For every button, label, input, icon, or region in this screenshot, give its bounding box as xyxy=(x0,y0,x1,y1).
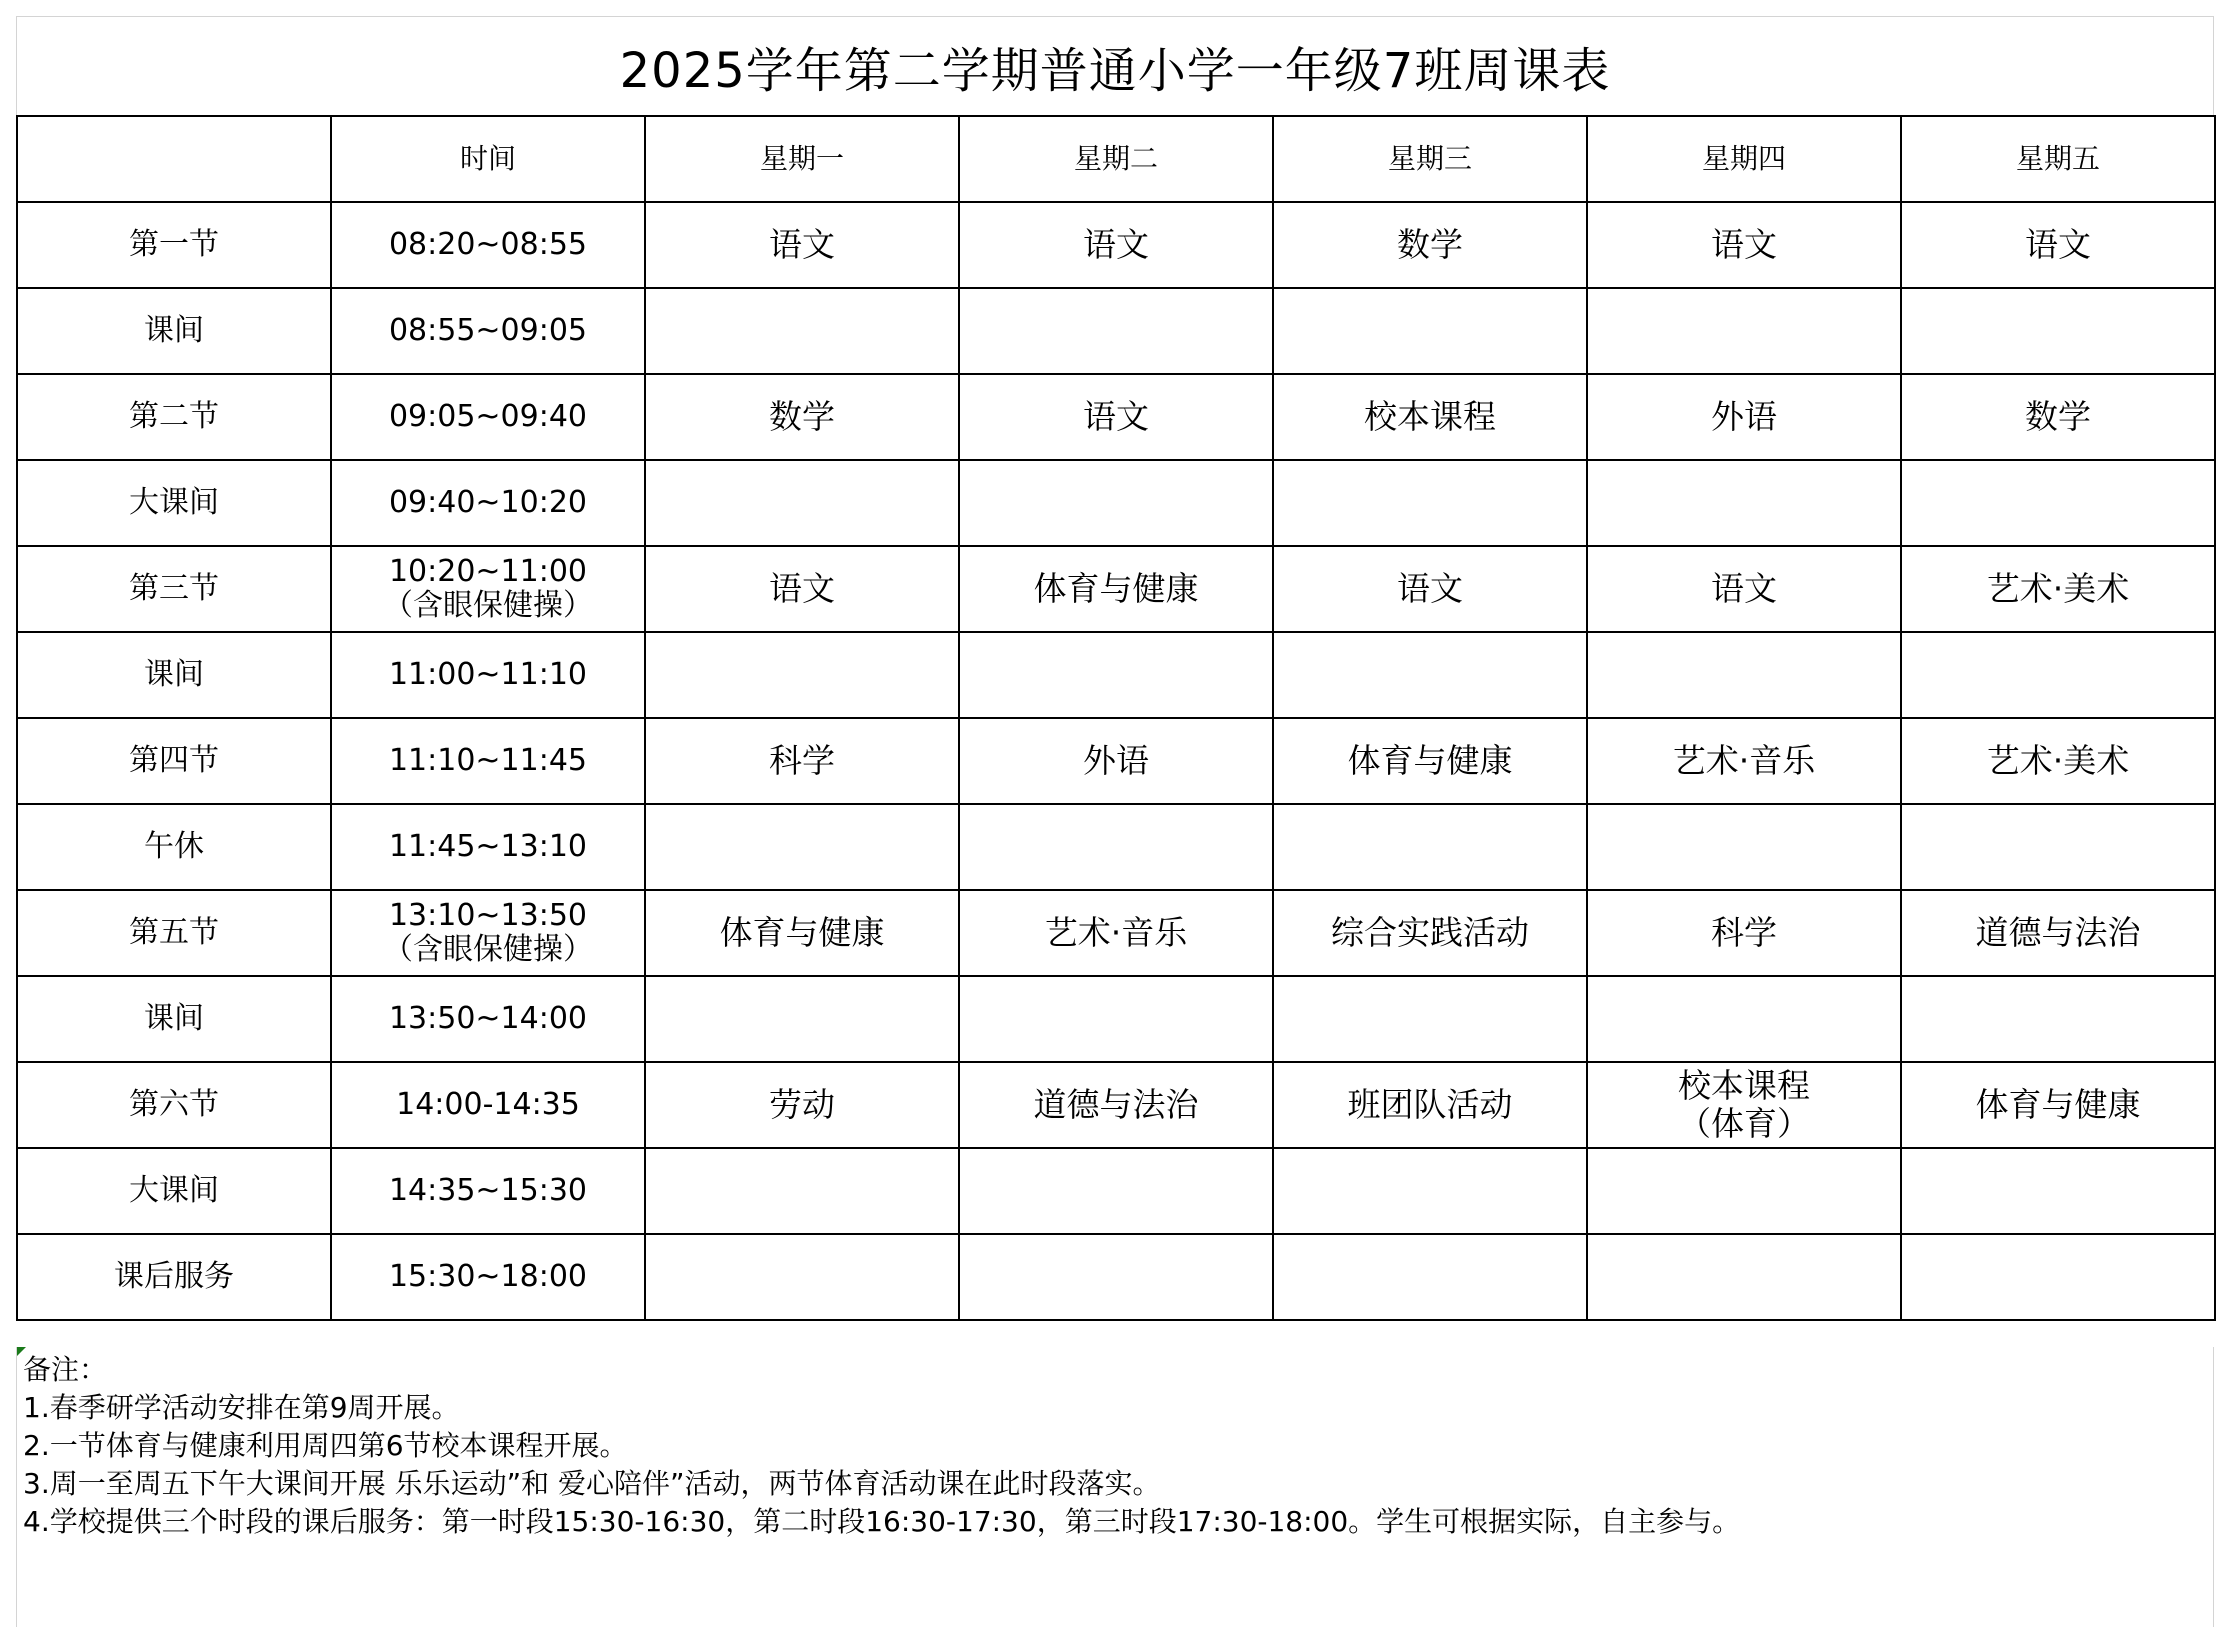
subject-cell-thu[interactable] xyxy=(1587,546,1901,632)
subject-label: 数学 xyxy=(769,397,835,437)
subject-cell-tue[interactable] xyxy=(959,890,1273,976)
period-cell[interactable] xyxy=(17,374,331,460)
subject-label: 体育与健康 xyxy=(719,913,885,953)
time-cell[interactable] xyxy=(331,976,645,1062)
subject-cell-fri[interactable] xyxy=(1901,890,2215,976)
note-item: 3.周一至周五下午大课间开展 乐乐运动”和 爱心陪伴”活动，两节体育活动课在此时段落实。 xyxy=(23,1467,1161,1500)
subject-cell-fri[interactable] xyxy=(1901,460,2215,546)
day-header-wed[interactable]: 星期三 xyxy=(1273,116,1587,202)
period-cell[interactable] xyxy=(17,288,331,374)
time-cell[interactable] xyxy=(331,718,645,804)
subject-cell-fri[interactable] xyxy=(1901,202,2215,288)
period-cell[interactable] xyxy=(17,976,331,1062)
timetable xyxy=(16,115,2216,1321)
time-cell[interactable] xyxy=(331,632,645,718)
subject-cell-thu[interactable] xyxy=(1587,288,1901,374)
day-header-thu[interactable]: 星期四 xyxy=(1587,116,1901,202)
table-row xyxy=(17,202,2215,288)
period-cell[interactable] xyxy=(17,718,331,804)
subject-label: 语文 xyxy=(769,225,835,265)
period-cell[interactable] xyxy=(17,804,331,890)
subject-cell-thu[interactable] xyxy=(1587,202,1901,288)
subject-cell-wed[interactable] xyxy=(1273,718,1587,804)
subject-cell-wed[interactable] xyxy=(1273,202,1587,288)
subject-cell-thu[interactable] xyxy=(1587,632,1901,718)
period-label: 大课间 xyxy=(129,484,219,520)
subject-cell-wed[interactable] xyxy=(1273,976,1587,1062)
period-label: 课间 xyxy=(144,312,204,348)
table-row xyxy=(17,1234,2215,1320)
subject-cell-fri[interactable] xyxy=(1901,718,2215,804)
time-range: 09:40~10:20 xyxy=(388,484,588,520)
subject-cell-fri[interactable] xyxy=(1901,288,2215,374)
time-note: （含眼保健操） xyxy=(383,932,593,967)
time-cell[interactable] xyxy=(331,288,645,374)
time-cell[interactable] xyxy=(331,890,645,976)
time-range: 15:30~18:00 xyxy=(388,1258,588,1294)
subject-label: 语文 xyxy=(2025,225,2091,265)
period-cell[interactable] xyxy=(17,1234,331,1320)
subject-label: 艺术·音乐 xyxy=(1044,913,1188,953)
subject-cell-wed[interactable] xyxy=(1273,1148,1587,1234)
subject-cell-thu[interactable] xyxy=(1587,890,1901,976)
subject-label: 语文 xyxy=(1397,569,1463,609)
subject-label: 语文 xyxy=(1711,225,1777,265)
subject-cell-mon[interactable] xyxy=(645,460,959,546)
subject-label: 体育与健康 xyxy=(1975,1085,2141,1125)
note-item: 4.学校提供三个时段的课后服务：第一时段15:30-16:30，第二时段16:30-17:30，第三时段17:30-18:00。学生可根据实际，自主参与。 xyxy=(23,1505,1741,1538)
subject-cell-fri[interactable] xyxy=(1901,1062,2215,1148)
subject-cell-thu[interactable] xyxy=(1587,1062,1901,1148)
time-cell[interactable] xyxy=(331,202,645,288)
subject-label: 艺术·美术 xyxy=(1986,741,2130,781)
subject-cell-tue[interactable] xyxy=(959,460,1273,546)
period-label: 第三节 xyxy=(129,570,219,606)
subject-label: 语文 xyxy=(1083,397,1149,437)
notes-cell[interactable] xyxy=(16,1347,2214,1627)
time-range: 08:55~09:05 xyxy=(388,312,588,348)
notes-heading: 备注： xyxy=(23,1353,108,1386)
title-cell[interactable] xyxy=(16,16,2214,115)
time-range: 11:10~11:45 xyxy=(388,742,588,778)
subject-cell-wed[interactable] xyxy=(1273,288,1587,374)
period-label: 课后服务 xyxy=(114,1258,234,1294)
subject-cell-tue[interactable] xyxy=(959,1062,1273,1148)
time-range: 14:35~15:30 xyxy=(388,1172,588,1208)
subject-cell-fri[interactable] xyxy=(1901,976,2215,1062)
subject-cell-mon[interactable] xyxy=(645,1148,959,1234)
subject-cell-thu[interactable] xyxy=(1587,804,1901,890)
table-row xyxy=(17,1148,2215,1234)
table-row xyxy=(17,632,2215,718)
subject-cell-thu[interactable] xyxy=(1587,1234,1901,1320)
table-row xyxy=(17,546,2215,632)
table-row xyxy=(17,1062,2215,1148)
day-header-mon[interactable]: 星期一 xyxy=(645,116,959,202)
header-row xyxy=(17,116,2215,202)
time-header[interactable]: 时间 xyxy=(331,116,645,202)
subject-cell-thu[interactable] xyxy=(1587,460,1901,546)
subject-cell-mon[interactable] xyxy=(645,632,959,718)
time-range: 13:50~14:00 xyxy=(388,1000,588,1036)
subject-label: 体育与健康 xyxy=(1347,741,1513,781)
time-cell[interactable] xyxy=(331,546,645,632)
table-row xyxy=(17,460,2215,546)
subject-cell-wed[interactable] xyxy=(1273,460,1587,546)
note-item: 1.春季研学活动安排在第9周开展。 xyxy=(23,1391,460,1424)
subject-cell-fri[interactable] xyxy=(1901,374,2215,460)
subject-note: （体育） xyxy=(1678,1104,1810,1143)
note-item: 2.一节体育与健康利用周四第6节校本课程开展。 xyxy=(23,1429,628,1462)
subject-label: 外语 xyxy=(1083,741,1149,781)
subject-label: 外语 xyxy=(1711,397,1777,437)
period-cell[interactable] xyxy=(17,632,331,718)
subject-cell-mon[interactable] xyxy=(645,976,959,1062)
subject-label: 科学 xyxy=(769,741,835,781)
subject-cell-mon[interactable] xyxy=(645,546,959,632)
subject-label: 语文 xyxy=(1711,569,1777,609)
subject-cell-wed[interactable] xyxy=(1273,374,1587,460)
table-row xyxy=(17,804,2215,890)
subject-cell-fri[interactable] xyxy=(1901,1234,2215,1320)
subject-label: 校本课程 xyxy=(1678,1066,1810,1106)
subject-cell-mon[interactable] xyxy=(645,718,959,804)
subject-label: 语文 xyxy=(1083,225,1149,265)
subject-cell-tue[interactable] xyxy=(959,546,1273,632)
period-cell[interactable] xyxy=(17,890,331,976)
subject-cell-wed[interactable] xyxy=(1273,1062,1587,1148)
table-row xyxy=(17,374,2215,460)
subject-cell-fri[interactable] xyxy=(1901,1148,2215,1234)
timetable-sheet xyxy=(16,16,2214,1627)
subject-label: 综合实践活动 xyxy=(1331,913,1529,953)
time-range: 13:10~13:50 xyxy=(388,897,588,933)
period-label: 第五节 xyxy=(129,914,219,950)
period-cell[interactable] xyxy=(17,1148,331,1234)
time-cell[interactable] xyxy=(331,1234,645,1320)
period-label: 第一节 xyxy=(129,226,219,262)
subject-label: 艺术·美术 xyxy=(1986,569,2130,609)
period-label: 午休 xyxy=(144,828,204,864)
period-cell[interactable] xyxy=(17,546,331,632)
subject-label: 艺术·音乐 xyxy=(1672,741,1816,781)
subject-cell-thu[interactable] xyxy=(1587,374,1901,460)
subject-cell-tue[interactable] xyxy=(959,632,1273,718)
subject-cell-thu[interactable] xyxy=(1587,1148,1901,1234)
time-cell[interactable] xyxy=(331,1062,645,1148)
subject-cell-tue[interactable] xyxy=(959,288,1273,374)
subject-cell-mon[interactable] xyxy=(645,1234,959,1320)
subject-label: 道德与法治 xyxy=(1975,913,2141,953)
period-cell[interactable] xyxy=(17,1062,331,1148)
subject-cell-thu[interactable] xyxy=(1587,718,1901,804)
subject-cell-mon[interactable] xyxy=(645,890,959,976)
subject-cell-tue[interactable] xyxy=(959,976,1273,1062)
subject-label: 劳动 xyxy=(769,1085,835,1125)
time-cell[interactable] xyxy=(331,804,645,890)
period-label: 第六节 xyxy=(129,1086,219,1122)
day-header-fri[interactable]: 星期五 xyxy=(1901,116,2215,202)
table-row xyxy=(17,718,2215,804)
table-row xyxy=(17,288,2215,374)
period-label: 课间 xyxy=(144,656,204,692)
period-label: 第四节 xyxy=(129,742,219,778)
subject-cell-tue[interactable] xyxy=(959,718,1273,804)
period-label: 第二节 xyxy=(129,398,219,434)
time-cell[interactable] xyxy=(331,1148,645,1234)
time-range: 11:00~11:10 xyxy=(388,656,588,692)
period-cell[interactable] xyxy=(17,202,331,288)
subject-label: 道德与法治 xyxy=(1033,1085,1199,1125)
subject-cell-wed[interactable] xyxy=(1273,546,1587,632)
subject-cell-wed[interactable] xyxy=(1273,1234,1587,1320)
subject-cell-wed[interactable] xyxy=(1273,804,1587,890)
day-header-tue[interactable]: 星期二 xyxy=(959,116,1273,202)
subject-cell-mon[interactable] xyxy=(645,288,959,374)
period-label: 课间 xyxy=(144,1000,204,1036)
subject-cell-mon[interactable] xyxy=(645,374,959,460)
subject-cell-tue[interactable] xyxy=(959,202,1273,288)
subject-label: 科学 xyxy=(1711,913,1777,953)
subject-label: 班团队活动 xyxy=(1347,1085,1513,1125)
subject-cell-wed[interactable] xyxy=(1273,632,1587,718)
time-cell[interactable] xyxy=(331,374,645,460)
time-cell[interactable] xyxy=(331,460,645,546)
time-range: 11:45~13:10 xyxy=(388,828,588,864)
subject-cell-mon[interactable] xyxy=(645,202,959,288)
subject-cell-tue[interactable] xyxy=(959,1234,1273,1320)
subject-cell-mon[interactable] xyxy=(645,1062,959,1148)
subject-cell-thu[interactable] xyxy=(1587,976,1901,1062)
time-range: 08:20~08:55 xyxy=(388,226,588,262)
subject-cell-wed[interactable] xyxy=(1273,890,1587,976)
time-range: 14:00-14:35 xyxy=(396,1086,580,1122)
subject-cell-tue[interactable] xyxy=(959,374,1273,460)
subject-cell-mon[interactable] xyxy=(645,804,959,890)
subject-cell-fri[interactable] xyxy=(1901,546,2215,632)
period-cell[interactable] xyxy=(17,460,331,546)
subject-label: 数学 xyxy=(2025,397,2091,437)
corner-cell[interactable] xyxy=(17,116,331,202)
subject-cell-tue[interactable] xyxy=(959,1148,1273,1234)
time-range: 09:05~09:40 xyxy=(388,398,588,434)
page-title: 2025学年第二学期普通小学一年级7班周课表 xyxy=(619,42,1611,99)
table-row xyxy=(17,890,2215,976)
period-label: 大课间 xyxy=(129,1172,219,1208)
subject-label: 数学 xyxy=(1397,225,1463,265)
subject-label: 校本课程 xyxy=(1364,397,1496,437)
subject-label: 体育与健康 xyxy=(1033,569,1199,609)
subject-cell-fri[interactable] xyxy=(1901,804,2215,890)
table-row xyxy=(17,976,2215,1062)
subject-cell-fri[interactable] xyxy=(1901,632,2215,718)
time-note: （含眼保健操） xyxy=(383,588,593,623)
time-range: 10:20~11:00 xyxy=(388,553,588,589)
subject-label: 语文 xyxy=(769,569,835,609)
subject-cell-tue[interactable] xyxy=(959,804,1273,890)
